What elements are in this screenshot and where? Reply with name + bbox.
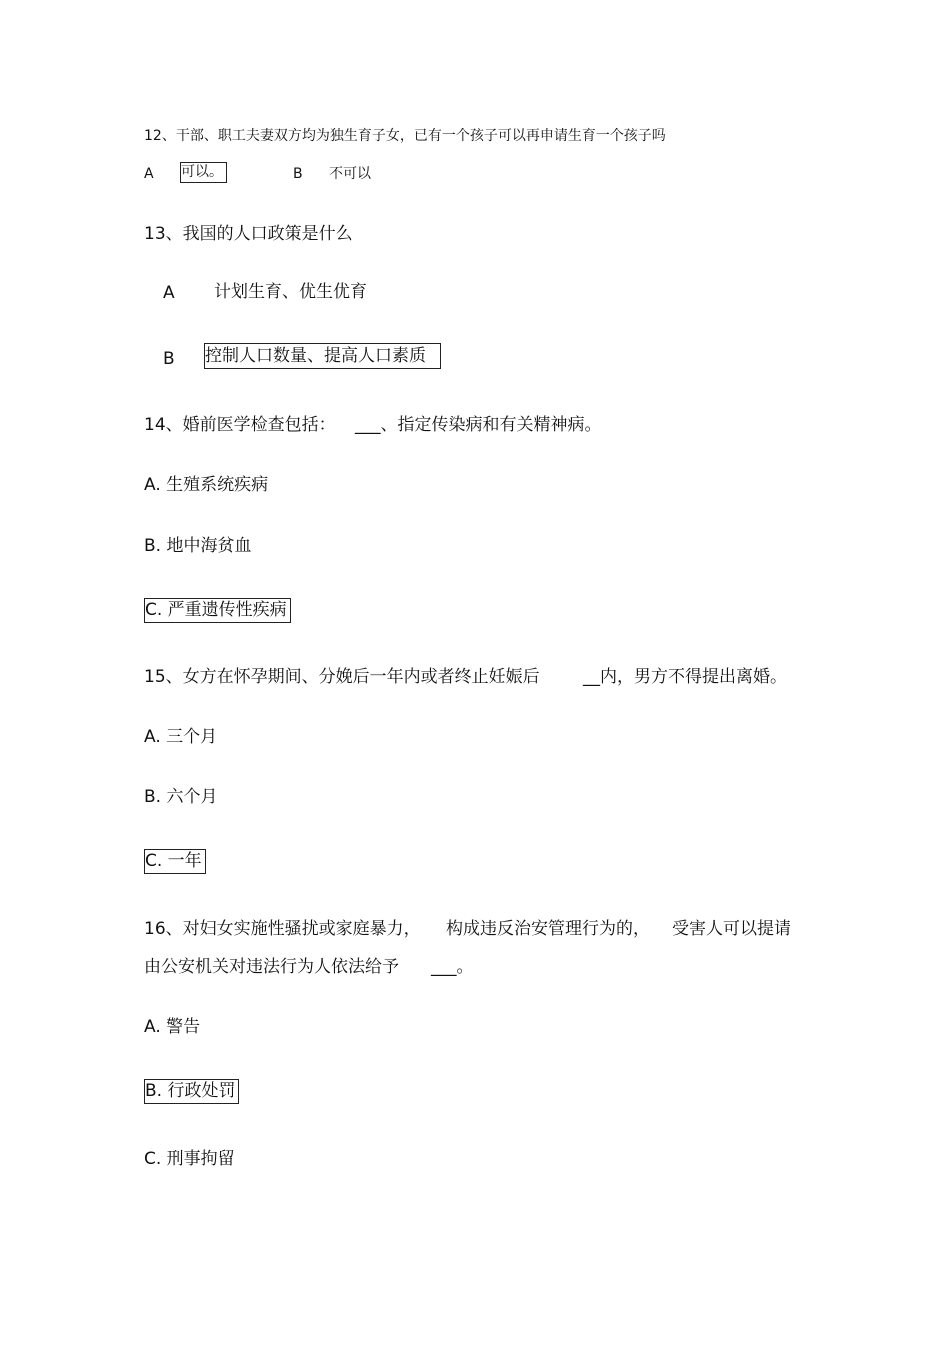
question-12-text: 12、干部、职工夫妻双方均为独生育子女，已有一个孩子可以再申请生育一个孩子吗 — [144, 128, 666, 144]
q12-option-b-text: 不可以 — [329, 166, 371, 182]
question-14-blank: ___、指定传染病和有关精神病。 — [355, 415, 602, 435]
q16-option-c: C. 刑事拘留 — [144, 1149, 235, 1169]
question-16-line1-c: 受害人可以提请 — [672, 919, 791, 939]
q12-option-a-letter: A — [144, 166, 154, 182]
question-16-line2-blank: ___。 — [431, 957, 474, 977]
question-15-blank: __内，男方不得提出离婚。 — [583, 667, 787, 687]
q15-option-a: A. 三个月 — [144, 727, 218, 747]
question-16-line1-a: 16、对妇女实施性骚扰或家庭暴力， — [144, 919, 421, 939]
q15-option-c-answer — [144, 853, 206, 870]
q13-option-b-answer — [204, 348, 441, 365]
q12-option-a-text: 可以。 — [180, 162, 227, 183]
question-13 — [144, 226, 353, 243]
q14-option-a: A. 生殖系统疾病 — [144, 475, 269, 495]
q16-option-b-answer — [144, 1083, 239, 1100]
question-16-line1-b: 构成违反治安管理行为的， — [446, 919, 650, 939]
q13-option-b-text: 控制人口数量、提高人口素质 — [204, 343, 441, 369]
q12-option-b — [329, 167, 371, 181]
question-14 — [144, 417, 336, 434]
question-15-text: 15、女方在怀孕期间、分娩后一年内或者终止妊娠后 — [144, 667, 540, 687]
q12-option-b-letter: B — [293, 166, 303, 182]
q15-option-b: B. 六个月 — [144, 787, 218, 807]
question-16-line2-a: 由公安机关对违法行为人依法给予 — [144, 957, 399, 977]
q13-option-a — [214, 284, 367, 301]
q14-option-c-answer — [144, 602, 291, 619]
q16-option-b: B. 行政处罚 — [144, 1079, 239, 1104]
q13-option-b-letter: B — [163, 349, 175, 369]
q14-option-b: B. 地中海贫血 — [144, 536, 252, 556]
q13-option-a-text: 计划生育、优生优育 — [214, 282, 367, 302]
q15-option-c: C. 一年 — [144, 849, 206, 874]
q14-option-c: C. 严重遗传性疾病 — [144, 598, 291, 623]
question-13-text: 13、我国的人口政策是什么 — [144, 224, 353, 244]
q16-option-a: A. 警告 — [144, 1017, 201, 1037]
question-15 — [144, 669, 540, 686]
question-12 — [144, 129, 666, 143]
question-14-text: 14、婚前医学检查包括： — [144, 415, 336, 435]
q13-option-a-letter: A — [163, 283, 175, 303]
q12-option-a-answer — [180, 165, 227, 179]
